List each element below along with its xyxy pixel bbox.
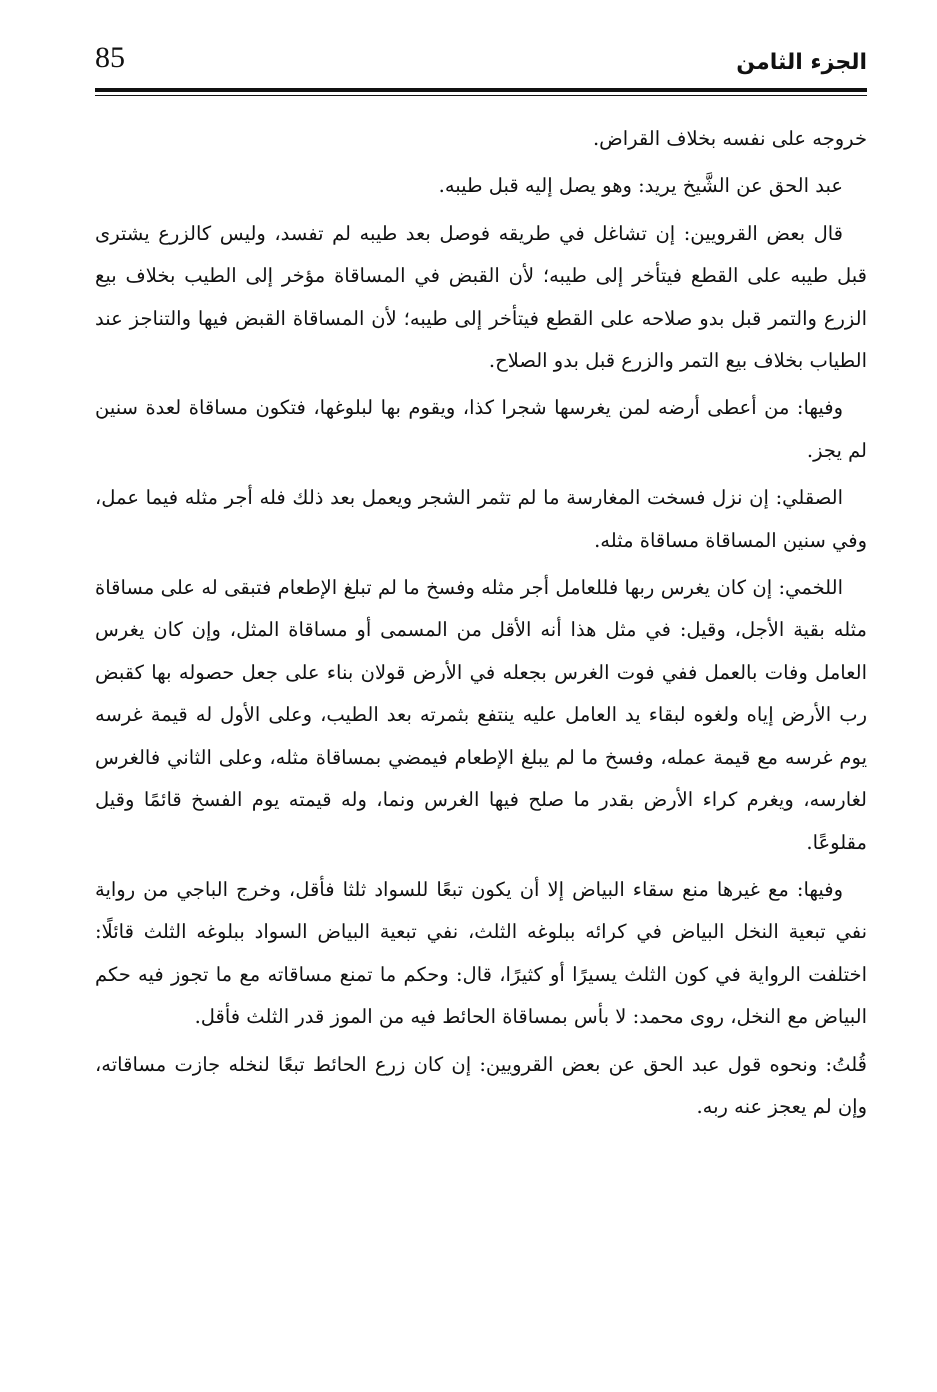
paragraph: خروجه على نفسه بخلاف القراض. xyxy=(592,127,867,150)
header-rule-thin xyxy=(95,95,867,96)
page-header xyxy=(95,38,867,88)
paragraph: عبد الحق عن الشَّيخ يريد: وهو يصل إليه قبل طيبه. xyxy=(438,174,843,198)
paragraph: قُلتُ: ونحوه قول عبد الحق عن بعض القرويين: إن كان زرع الحائط تبعًا لنخله جازت مساقاته، وإن لم يعجز عنه ربه. xyxy=(95,1052,867,1118)
paragraph: اللخمي: إن كان يغرس ربها فللعامل أجر مثله وفسخ ما لم تبلغ الإطعام فتبقى له على مساقاة مثله بقية الأجل، وقيل: في مثل هذا أنه الأقل من المسمى أو مساقاة المثل، وإن كان يغرس العامل وفات بالعمل ففي فوت الغرس بجعله في الأرض قولان بناء على جعل حصوله بها كقبض رب الأرض إياه ولغوه لبقاء يد العامل عليه ينتفع بثمرته بعد الطيب، وعلى الأول له قيمة غرسه يوم غرسه مع قيمة عمله، وفسخ ما لم يبلغ الإطعام فيمضي بمساقاة مثله، وعلى الثاني فالغرس لغارسه، ويغرم كراء الأرض بقدر ما صلح فيها الغرس ونما، وله قيمته يوم الفسخ قائمًا وقيل مقلوعًا. xyxy=(95,576,867,854)
header-rule-thick xyxy=(95,88,867,92)
paragraph: وفيها: مع غيرها منع سقاء البياض إلا أن يكون تبعًا للسواد ثلثا فأقل، وخرج الباجي من رواية نفي تبعية النخل البياض في كرائه ببلوغه الثلث، نفي تبعية البياض السواد ببلوغه الثلث قائلًا: اختلفت الرواية في كون الثلث يسيرًا أو كثيرًا، قال: وحكم ما تمنع مساقاته مع ما تجوز فيه حكم البياض مع النخل، روى محمد: لا بأس بمساقاة الحائط فيه من الموز قدر الثلث فأقل. xyxy=(95,877,867,1029)
body-text xyxy=(95,118,867,1133)
running-title: الجزء الثامن xyxy=(736,50,867,75)
paragraph: قال بعض القرويين: إن تشاغل في طريقه فوصل بعد طيبه لم تفسد، وليس كالزرع يشترى قبل طيبه على القطع فيتأخر إلى طيبه؛ لأن القبض في المساقاة مؤخر إلى الطيب بخلاف بيع الزرع والتمر قبل بدو صلاحه على القطع فيتأخر إلى طيبه؛ لأن المساقاة القبض فيها والتناجز عند الطياب بخلاف بيع التمر والزرع قبل بدو الصلاح. xyxy=(95,221,867,373)
page-number: 85 xyxy=(95,41,125,74)
paragraph: وفيها: من أعطى أرضه لمن يغرسها شجرا كذا، ويقوم بها لبلوغها، فتكون مساقاة لعدة سنين لم يجز. xyxy=(95,396,867,462)
paragraph: الصقلي: إن نزل فسخت المغارسة ما لم تثمر الشجر ويعمل بعد ذلك فله أجر مثله فيما عمل، وفي سنين المساقاة مساقاة مثله. xyxy=(95,486,867,552)
